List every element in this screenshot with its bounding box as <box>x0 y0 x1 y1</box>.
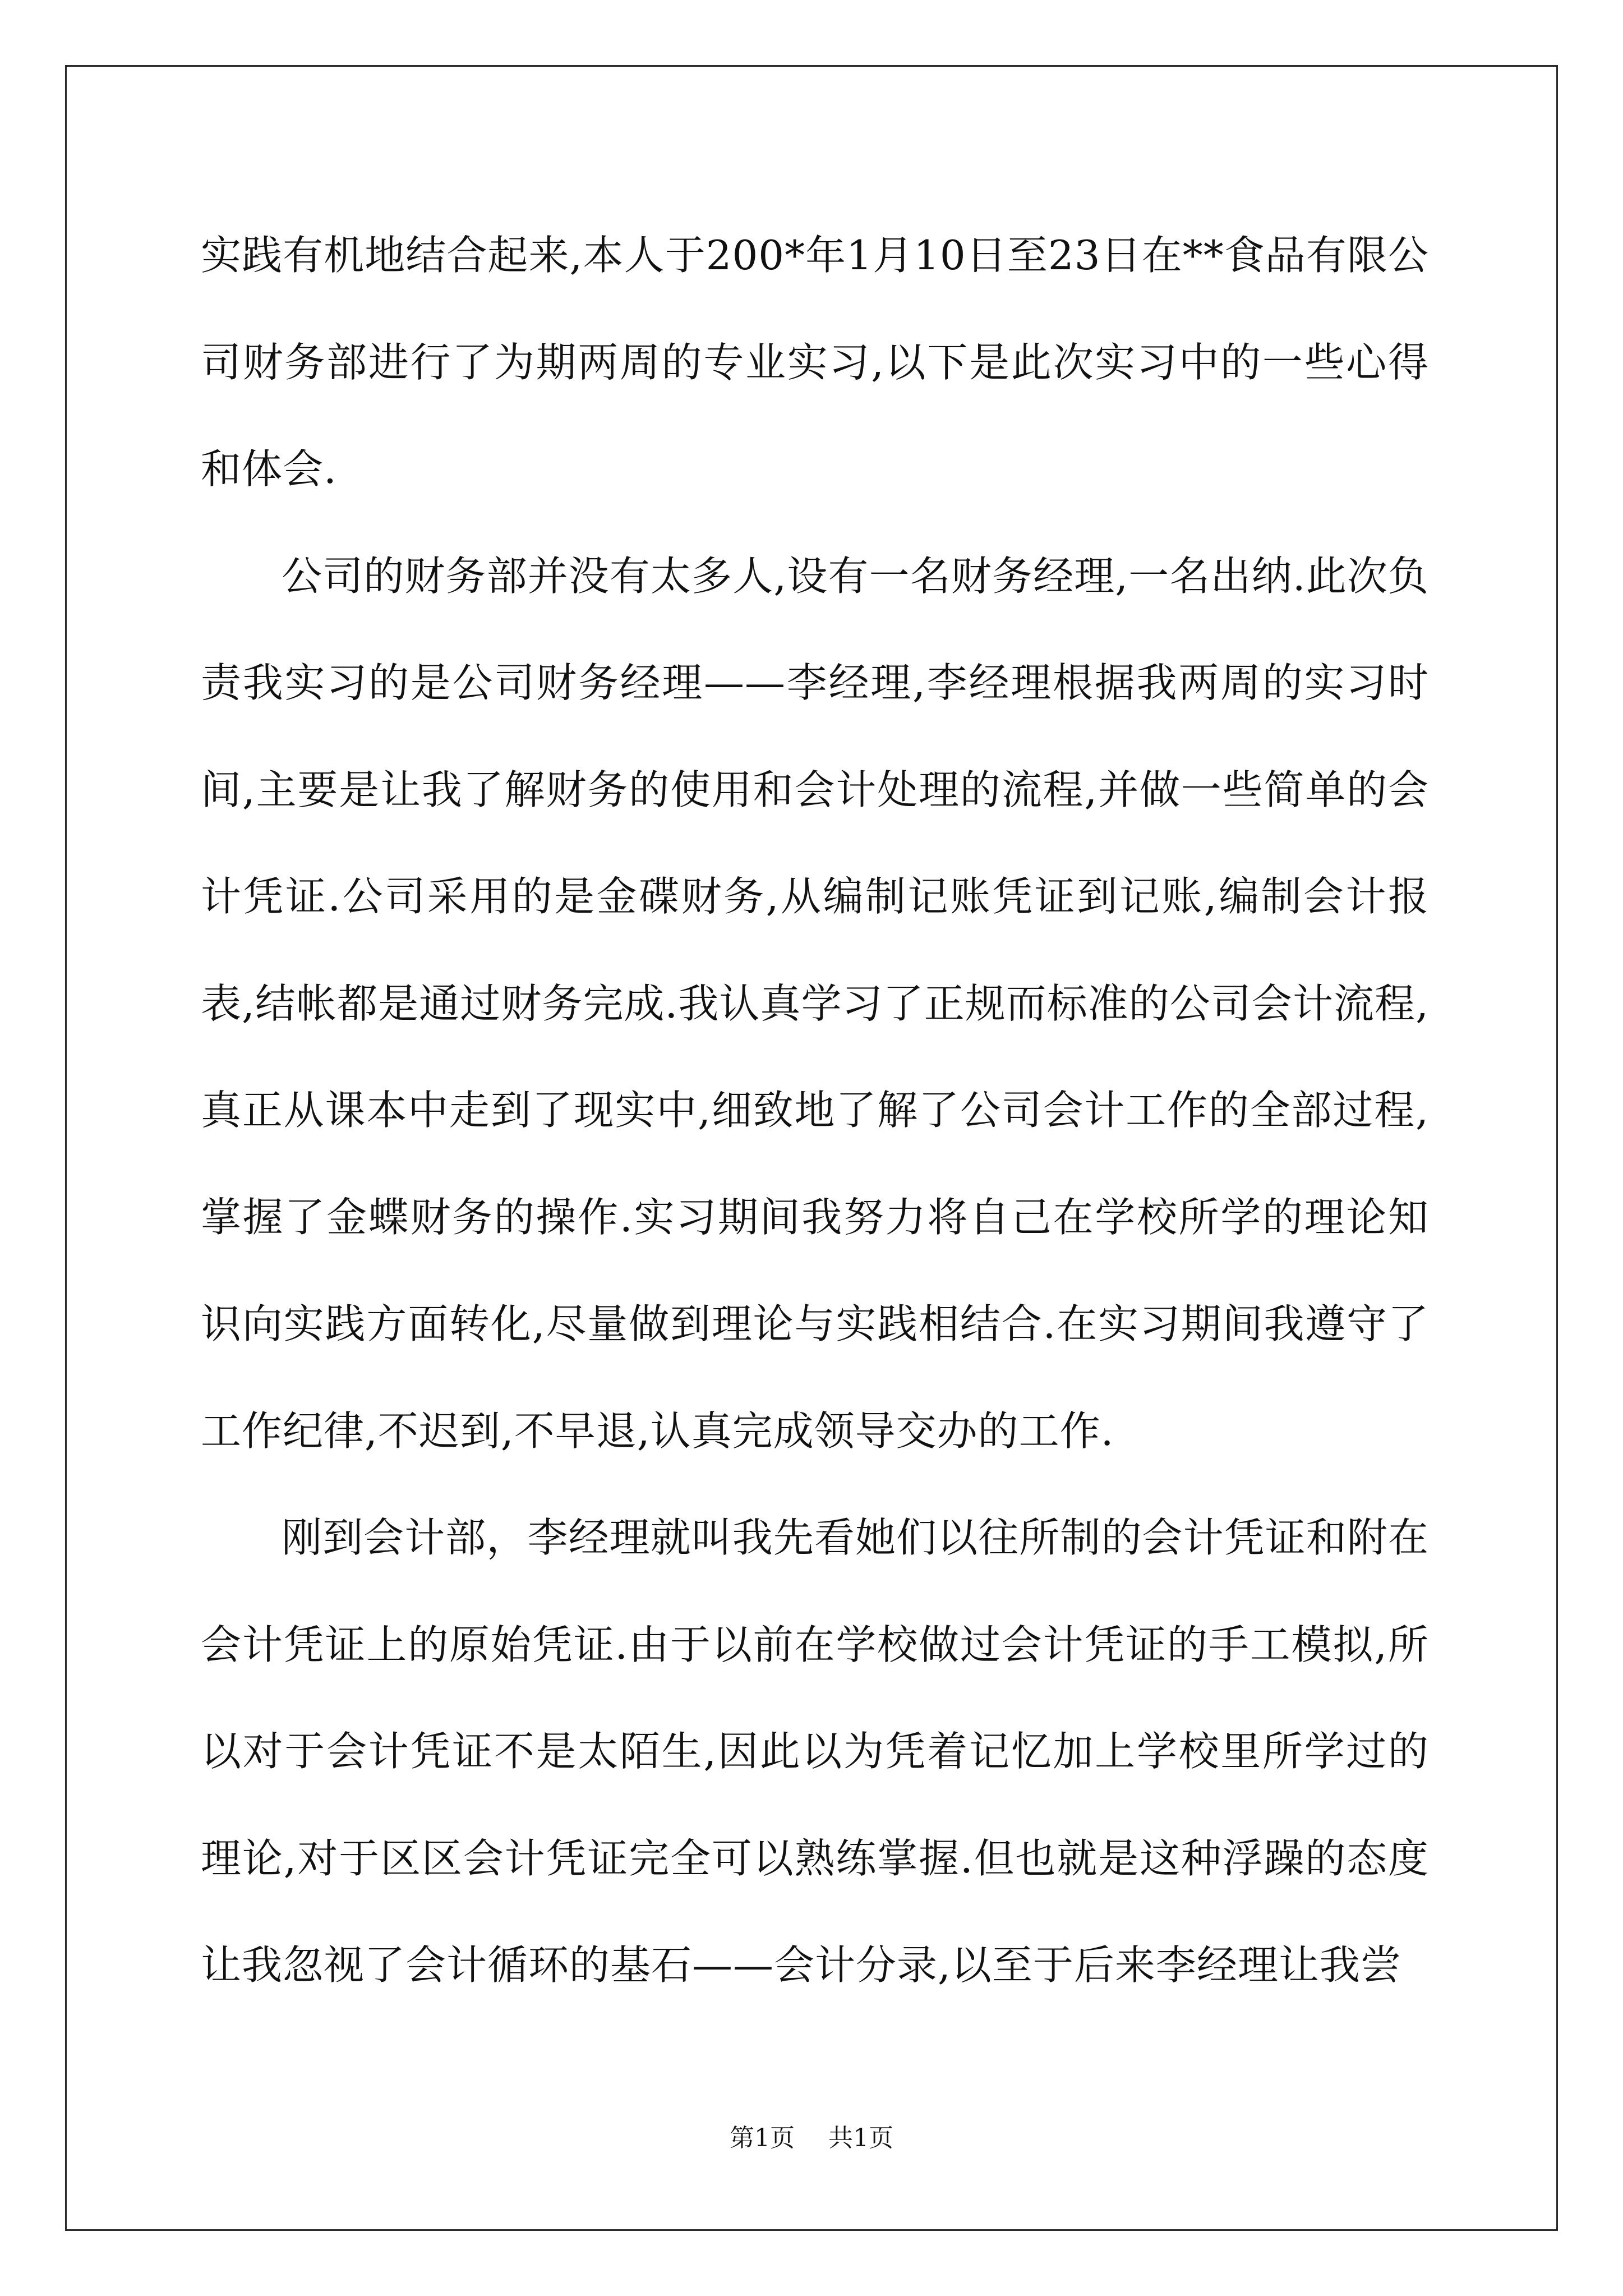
document-body <box>201 202 1429 1997</box>
page-total: 共1页 <box>828 2124 893 2152</box>
paragraph-2: 公司的财务部并没有太多人,设有一名财务经理,一名出纳.此次负责我实习的是公司财务经理——李经理,李经理根据我两周的实习时间,主要是让我了解财务的使用和会计处理的流程,并做一些简单的会计凭证.公司采用的是金碟财务,从编制记账凭证到记账,编制会计报表,结帐都是通过财务完成.我认真学习了正规而标准的公司会计流程,真正从课本中走到了现实中,细致地了解了公司会计工作的全部过程,掌握了金蝶财务的操作.实习期间我努力将自己在学校所学的理论知识向实践方面转化,尽量做到理论与实践相结合.在实习期间我遵守了工作纪律,不迟到,不早退,认真完成领导交办的工作. <box>201 552 1429 1455</box>
paragraph-3: 刚到会计部，李经理就叫我先看她们以往所制的会计凭证和附在会计凭证上的原始凭证.由于以前在学校做过会计凭证的手工模拟,所以对于会计凭证不是太陌生,因此以为凭着记忆加上学校里所学过的理论,对于区区会计凭证完全可以熟练掌握.但也就是这种浮躁的态度让我忽视了会计循环的基石——会计分录,以至于后来李经理让我尝 <box>201 1514 1429 1989</box>
paragraph-1: 实践有机地结合起来,本人于200*年1月10日至23日在**食品有限公司财务部进行了为期两周的专业实习,以下是此次实习中的一些心得和体会. <box>201 232 1429 493</box>
page-number: 第1页 <box>730 2124 795 2152</box>
page-footer <box>0 2118 1623 2154</box>
